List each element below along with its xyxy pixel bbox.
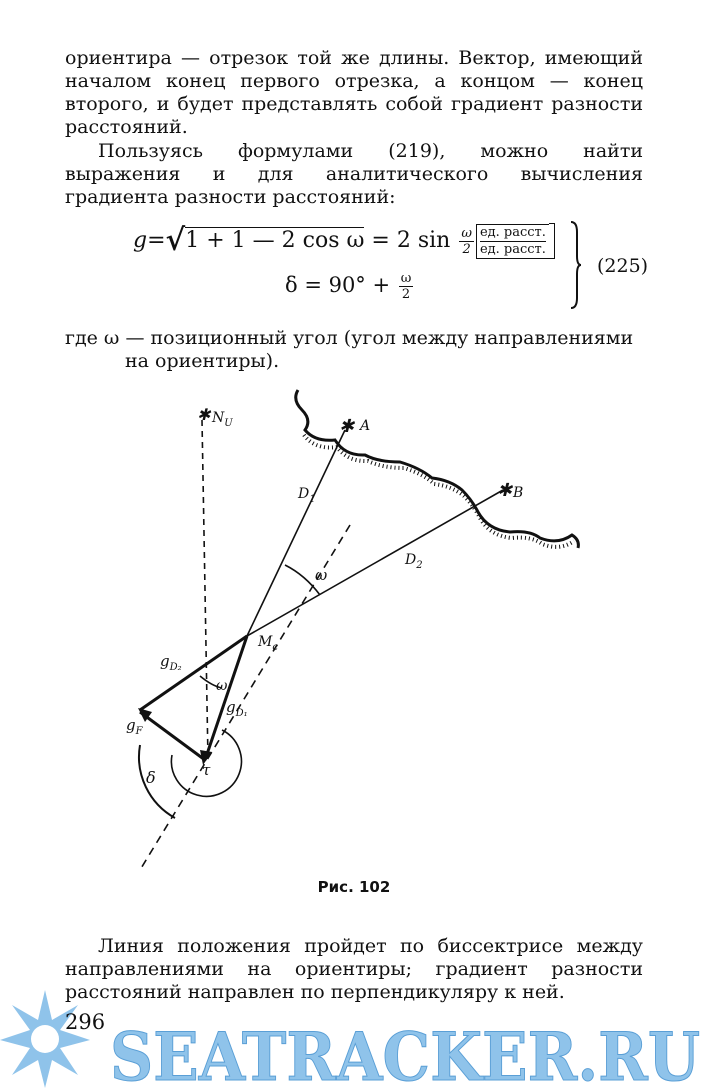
label-a: A xyxy=(360,418,371,434)
svg-text:gD₁ xyxy=(226,698,248,719)
formula-line-2 xyxy=(285,271,415,302)
unit-bracket-right xyxy=(549,223,555,259)
watermark-text: SEATRACKER.RU xyxy=(110,1018,700,1091)
label-gf-sub: F xyxy=(135,726,143,737)
svg-text:gF xyxy=(126,716,144,737)
star-b-icon: ✱ xyxy=(497,480,513,501)
fraction-omega-half-2: $\frac{\omega}{2}$ xyxy=(400,271,412,302)
coastline xyxy=(296,390,579,548)
label-omega: ω xyxy=(315,566,328,584)
label-d2: D xyxy=(405,552,417,568)
label-mc-sub: c xyxy=(272,642,278,653)
d2-line xyxy=(247,490,503,636)
label-d2-sub: 2 xyxy=(416,560,423,571)
label-omega-2: ω xyxy=(216,678,228,694)
paragraph-2: Пользуясь формулами (219), можно найти выражения и для аналитического вычисления градиента разности расстояний: xyxy=(65,140,643,208)
compass-star-icon xyxy=(0,990,90,1088)
formula-mid: = 2 sin xyxy=(364,228,458,253)
star-nu-icon: ✱ xyxy=(197,405,211,424)
figure-102 xyxy=(0,380,708,880)
d1-line xyxy=(247,430,345,636)
label-gd2: g xyxy=(160,652,170,670)
label-nu: N xyxy=(212,410,225,426)
formula-225 xyxy=(0,215,708,315)
watermark-logo xyxy=(0,985,708,1091)
label-gf: g xyxy=(126,716,136,734)
svg-text:gD₂ xyxy=(160,652,182,673)
label-gd1: g xyxy=(226,698,236,716)
page-number: 296 xyxy=(65,1010,106,1034)
label-gd2-sub: D₂ xyxy=(169,662,182,673)
svg-text:D1 xyxy=(297,486,316,505)
star-a-icon: ✱ xyxy=(339,416,355,437)
label-delta: δ xyxy=(146,768,156,787)
figure-caption: Рис. 102 xyxy=(317,878,391,896)
meridian-line xyxy=(202,420,208,760)
sqrt-sign: √ xyxy=(165,223,186,258)
label-gd1-sub: D₁ xyxy=(235,708,248,719)
label-tau: τ xyxy=(202,761,211,779)
delta-arc xyxy=(139,745,175,818)
equation-number: (225) xyxy=(597,255,649,277)
paragraph-1: ориентира — отрезок той же длины. Вектор, имеющий началом конец первого отрезка, а концом — конец второго, и будет представлять собой градиент разности расстояний. xyxy=(65,47,643,138)
brace-icon xyxy=(569,220,581,310)
label-nu-sub: U xyxy=(224,418,233,429)
formula-sqrt: 1 + 1 — 2 cos ω xyxy=(185,228,365,253)
label-d1: D xyxy=(298,486,310,502)
formula-line-1 xyxy=(133,223,555,259)
label-d1-sub: 1 xyxy=(309,494,316,505)
svg-text:NU xyxy=(211,410,233,429)
paragraph-3-line-2: на ориентиры). xyxy=(125,350,280,372)
label-b: B xyxy=(513,485,524,501)
svg-text:Mc xyxy=(257,634,278,653)
paragraph-4: Линия положения пройдет по биссектрисе между направлениями на ориентиры; градиент разности расстояний направлен по перпендикуляру к ней. xyxy=(65,935,643,1003)
paragraph-3-line-1: где ω — позиционный угол (угол между направлениями xyxy=(65,327,634,349)
formula-lhs: g= xyxy=(133,228,166,253)
unit-bracket: ед. расст. ед. расст. xyxy=(476,224,549,259)
label-mc: M xyxy=(258,634,273,650)
gf-vector xyxy=(140,712,205,760)
fraction-omega-half: $\frac{\omega}{2}$ xyxy=(461,225,472,257)
svg-text:D2 xyxy=(404,552,423,571)
formula-delta: δ = 90° + xyxy=(285,273,397,297)
paragraph-3 xyxy=(65,327,643,373)
